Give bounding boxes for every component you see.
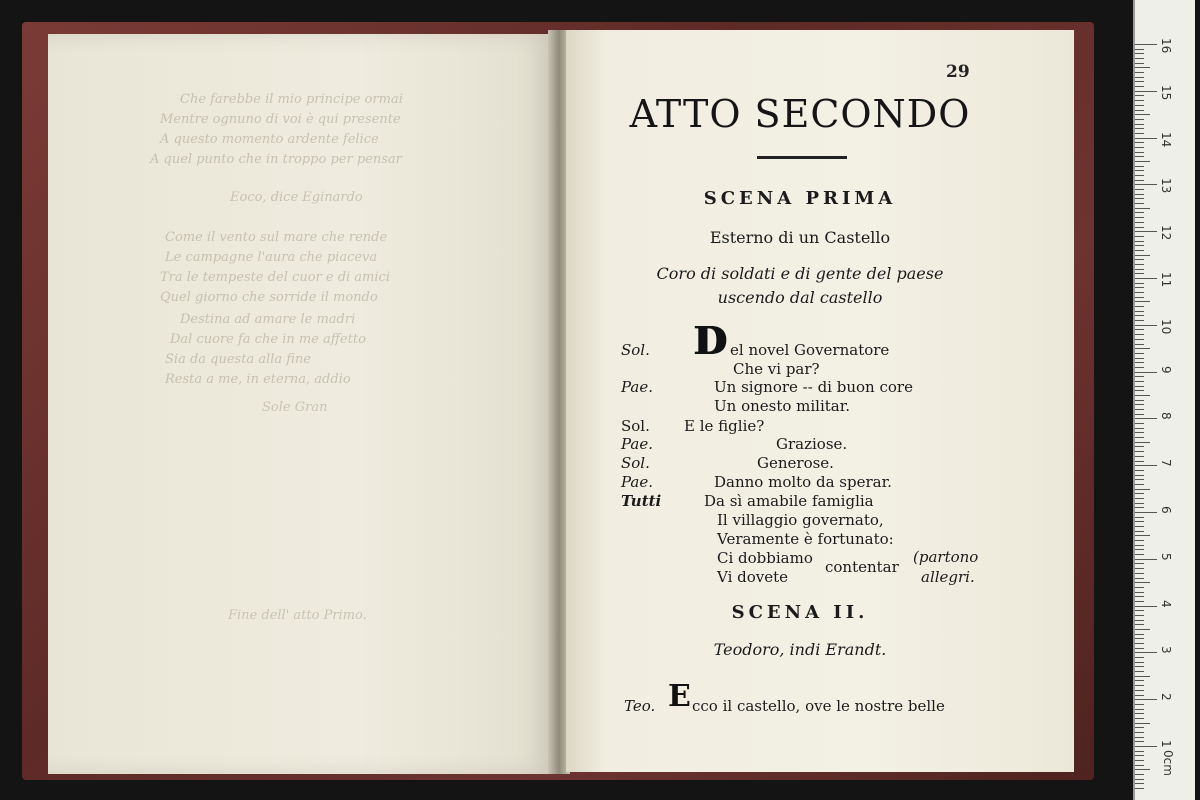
ruler-tick [1135,769,1150,770]
ruler-tick [1135,643,1144,644]
ruler-tick [1135,648,1144,649]
ruler-tick [1135,671,1144,672]
ruler-tick [1135,418,1157,419]
ruler-tick [1135,704,1144,705]
ruler-number: 3 [1159,646,1173,655]
ruler-tick [1135,652,1157,653]
ruler-tick [1135,58,1144,59]
ruler-tick [1135,203,1144,204]
ruler-tick [1135,44,1157,45]
ruler-number: 4 [1159,599,1173,608]
ruler-tick [1135,311,1144,312]
ruler-tick [1135,142,1144,143]
ruler-tick [1135,732,1144,733]
ruler-tick [1135,72,1144,73]
speaker-label: Tutti [621,492,662,510]
ruler-tick [1135,77,1144,78]
ruler-number: 8 [1159,412,1173,421]
measuring-ruler [1133,0,1195,800]
ruler-number: 15 [1159,84,1173,101]
ghost-heading: Sole Gran [262,400,328,415]
ruler-tick [1135,662,1144,663]
ruler-tick [1135,545,1144,546]
ghost-line: Tra le tempeste del cuor e di amici [160,270,390,285]
ruler-tick [1135,741,1144,742]
ruler-tick [1135,358,1144,359]
ruler-tick [1135,723,1150,724]
ruler-tick [1135,755,1144,756]
ruler-tick [1135,184,1157,185]
ruler-number: 1 [1159,740,1173,748]
ruler-number: 7 [1159,459,1173,467]
ruler-tick [1135,86,1144,87]
ruler-tick [1135,461,1144,462]
ruler-tick [1135,624,1144,625]
stage-direction: Coro di soldati e di gente del paese [656,264,944,283]
speaker-label: Sol. [621,454,650,472]
ruler-tick [1135,63,1144,64]
ruler-tick [1135,498,1144,499]
ruler-tick [1135,264,1144,265]
speaker-label: Sol. [621,341,650,359]
stage-direction: (partono [913,548,979,566]
drop-cap: E [668,679,691,714]
ruler-tick [1135,568,1144,569]
ghost-line: Sia da questa alla fine [165,352,312,367]
ruler-tick [1135,161,1150,162]
ruler-tick [1135,699,1157,700]
ruler-tick [1135,489,1150,490]
ruler-tick [1135,381,1144,382]
ruler-number: 13 [1159,178,1173,194]
ruler-tick [1135,774,1144,775]
ruler-number: 14 [1159,131,1173,147]
ruler-tick [1135,325,1157,326]
ghost-line: A quel punto che in troppo per pensar [150,152,402,167]
verse-line: Generose. [757,454,834,472]
ruler-tick [1135,582,1150,583]
verse-line: el novel Governatore [730,341,890,359]
ruler-number: 6 [1159,506,1173,514]
ruler-tick [1135,208,1150,209]
ghost-line: Le campagne l'aura che piaceva [165,250,378,265]
verse-line: Un signore -- di buon core [714,378,913,396]
ruler-tick [1135,456,1144,457]
ruler-tick [1135,470,1144,471]
verse-line: Graziose. [776,435,848,453]
ruler-tick [1135,606,1157,607]
ruler-tick [1135,610,1144,611]
ruler-tick [1135,81,1144,82]
ruler-tick [1135,170,1144,171]
ruler-tick [1135,339,1144,340]
speaker-label: Pae. [621,473,654,491]
ghost-line: Dal cuore fa che in me affetto [170,332,366,347]
ghost-line: Mentre ognuno di voi è qui presente [160,112,401,127]
ruler-tick [1135,657,1144,658]
ruler-tick [1135,676,1150,677]
ghost-line: Quel giorno che sorride il mondo [160,290,378,305]
ruler-tick [1135,301,1150,302]
ruler-tick [1135,578,1144,579]
title-rule [757,156,847,159]
ruler-tick [1135,695,1144,696]
ruler-tick [1135,400,1144,401]
verse-line: Da sì amabile famiglia [704,492,874,510]
ruler-tick [1135,287,1144,288]
ruler-tick [1135,241,1144,242]
ruler-tick [1135,110,1144,111]
ruler-tick [1135,475,1144,476]
ruler-tick [1135,315,1144,316]
verse-line: Un onesto militar. [714,397,851,415]
ruler-tick [1135,353,1144,354]
ruler-tick [1135,465,1157,466]
ruler-tick [1135,372,1157,373]
ruler-tick [1135,147,1144,148]
verse-line: cco il castello, ove le nostre belle [692,697,945,715]
ghost-heading: Fine dell' atto Primo. [228,608,367,623]
ruler-tick [1135,526,1144,527]
ruler-tick [1135,592,1144,593]
ruler-tick [1135,217,1144,218]
ruler-tick [1135,596,1144,597]
scene-setting: Esterno di un Castello [709,228,891,247]
ruler-tick [1135,138,1157,139]
ruler-tick [1135,423,1144,424]
ruler-tick [1135,573,1144,574]
ruler-tick [1135,690,1144,691]
ruler-tick [1135,231,1157,232]
ruler-tick [1135,156,1144,157]
ruler-tick [1135,259,1144,260]
ruler-tick [1135,718,1144,719]
ruler-tick [1135,245,1144,246]
verse-line: E le figlie? [684,417,765,435]
ruler-tick [1135,152,1144,153]
ruler-tick [1135,737,1144,738]
ruler-tick [1135,512,1157,513]
ruler-tick [1135,175,1144,176]
ruler-number: 12 [1159,225,1173,241]
ruler-tick [1135,344,1144,345]
ruler-tick [1135,521,1144,522]
ruler-tick [1135,479,1144,480]
ruler-tick [1135,348,1150,349]
ruler-tick [1135,428,1144,429]
ruler-tick [1135,484,1144,485]
ruler-tick [1135,765,1144,766]
ruler-tick [1135,250,1144,251]
ruler-number: 10 [1159,318,1173,335]
verse-line-shared: contentar [825,558,899,576]
ruler-tick [1135,95,1144,96]
ruler-tick [1135,367,1144,368]
ruler-tick [1135,629,1150,630]
ruler-tick [1135,442,1150,443]
ruler-tick [1135,114,1150,115]
ruler-tick [1135,432,1144,433]
ruler-tick [1135,133,1144,134]
ruler-tick [1135,222,1144,223]
ruler-tick [1135,212,1144,213]
ruler-tick [1135,709,1144,710]
page-title: ATTO SECONDO [629,92,971,136]
ruler-tick [1135,180,1144,181]
ruler-tick [1135,746,1157,747]
stage-direction: uscendo dal castello [717,288,883,307]
verse-line: Che vi par? [733,360,820,378]
speaker-label: Pae. [621,378,654,396]
ruler-tick [1135,615,1144,616]
ruler-number: 5 [1159,552,1173,561]
ruler-tick [1135,128,1144,129]
ruler-tick [1135,713,1144,714]
ruler-tick [1135,620,1144,621]
ruler-tick [1135,105,1144,106]
ruler-tick [1135,540,1144,541]
scene-heading: SCENA II. [731,602,869,623]
ruler-tick [1135,198,1144,199]
ghost-line: Resta a me, in eterna, addio [165,372,351,387]
ruler-tick [1135,549,1144,550]
ruler-tick [1135,638,1144,639]
ruler-tick [1135,395,1150,396]
ruler-tick [1135,727,1144,728]
ruler-tick [1135,390,1144,391]
ruler-tick [1135,680,1144,681]
ruler-tick [1135,362,1144,363]
ruler-number: 9 [1159,365,1173,374]
ruler-tick [1135,685,1144,686]
drop-cap: D [694,318,727,363]
ruler-tick [1135,507,1144,508]
ruler-tick [1135,783,1144,784]
verse-line: Danno molto da sperar. [714,473,892,491]
speaker-label: Sol. [621,417,650,435]
ruler-tick [1135,788,1144,789]
ruler-tick [1135,535,1150,536]
verse-line: Vi dovete [717,568,789,586]
page-number: 29 [946,62,970,82]
scene-heading: SCENA PRIMA [703,188,897,209]
ruler-tick [1135,124,1144,125]
scene-characters: Teodoro, indi Erandt. [713,640,887,659]
ruler-tick [1135,100,1144,101]
ruler-tick [1135,386,1144,387]
ruler-unit: 0cm [1161,750,1175,776]
ruler-tick [1135,404,1144,405]
verse-line: Veramente è fortunato: [717,530,894,548]
ruler-tick [1135,760,1144,761]
ruler-tick [1135,531,1144,532]
ghost-line: A questo momento ardente felice [160,132,379,147]
ghost-line: Come il vento sul mare che rende [165,230,388,245]
ruler-tick [1135,446,1144,447]
ruler-number: 11 [1159,272,1173,288]
ruler-tick [1135,91,1157,92]
ruler-tick [1135,278,1157,279]
ruler-tick [1135,166,1144,167]
ruler-tick [1135,273,1144,274]
verse-line: Il villaggio governato, [717,511,884,529]
ruler-tick [1135,493,1144,494]
ruler-tick [1135,236,1144,237]
ruler-tick [1135,587,1144,588]
ruler-tick [1135,503,1144,504]
ruler-number: 16 [1159,38,1173,54]
ruler-tick [1135,320,1144,321]
verse-line: Ci dobbiamo [717,549,813,567]
ruler-tick [1135,297,1144,298]
ruler-tick [1135,67,1150,68]
ruler-tick [1135,269,1144,270]
ruler-tick [1135,517,1144,518]
ruler-tick [1135,409,1144,410]
ruler-tick [1135,227,1144,228]
ruler-tick [1135,563,1144,564]
ruler-tick [1135,779,1144,780]
ruler-tick [1135,666,1144,667]
speaker-label: Teo. [624,697,656,715]
ruler-tick [1135,49,1144,50]
ruler-tick [1135,601,1144,602]
ruler-tick [1135,292,1144,293]
ruler-number: 2 [1159,693,1173,701]
ruler-tick [1135,559,1157,560]
ruler-tick [1135,119,1144,120]
ruler-tick [1135,189,1144,190]
ruler-tick [1135,334,1144,335]
ghost-line: Eoco, dice Eginardo [230,190,363,205]
ghost-line: Destina ad amare le madri [180,312,356,327]
ruler-tick [1135,306,1144,307]
speaker-label: Pae. [621,435,654,453]
ruler-tick [1135,414,1144,415]
ruler-tick [1135,451,1144,452]
ruler-tick [1135,283,1144,284]
ruler-tick [1135,194,1144,195]
ruler-tick [1135,437,1144,438]
ruler-tick [1135,53,1144,54]
ruler-tick [1135,751,1144,752]
ghost-line: Che farebbe il mio principe ormai [180,92,403,107]
ruler-tick [1135,376,1144,377]
ruler-tick [1135,554,1144,555]
ruler-tick [1135,634,1144,635]
ruler-tick [1135,329,1144,330]
ruler-tick [1135,255,1150,256]
stage-direction: allegri. [921,568,975,586]
